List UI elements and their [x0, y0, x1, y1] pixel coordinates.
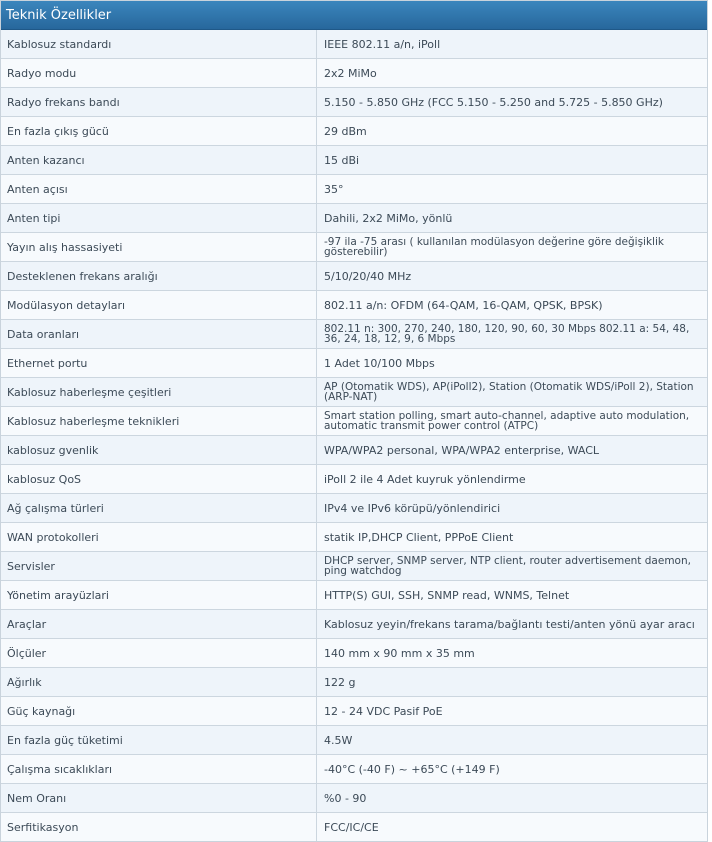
spec-label: Çalışma sıcaklıkları [1, 755, 317, 783]
spec-value: %0 - 90 [324, 791, 367, 805]
table-row [1, 233, 707, 262]
spec-label: Kablosuz haberleşme çeşitleri [1, 378, 317, 406]
table-row [1, 291, 707, 320]
spec-value: DHCP server, SNMP server, NTP client, router advertisement daemon, ping watchdog [324, 554, 691, 577]
table-row [1, 349, 707, 378]
table-row [1, 784, 707, 813]
spec-value: Smart station polling, smart auto-channel, adaptive auto modulation, automatic transmit power control (ATPC) [324, 409, 690, 432]
table-row [1, 813, 707, 841]
spec-value: 140 mm x 90 mm x 35 mm [324, 646, 475, 660]
spec-value: WPA/WPA2 personal, WPA/WPA2 enterprise, WACL [324, 443, 600, 457]
spec-value: 35° [324, 182, 344, 196]
table-row [1, 610, 707, 639]
spec-label: Serfitikasyon [1, 813, 317, 841]
table-row [1, 407, 707, 436]
table-row [1, 117, 707, 146]
spec-label: Nem Oranı [1, 784, 317, 812]
spec-label: Servisler [1, 552, 317, 580]
spec-value: 12 - 24 VDC Pasif PoE [324, 704, 443, 718]
table-row [1, 88, 707, 117]
table-row [1, 175, 707, 204]
table-row [1, 581, 707, 610]
spec-value: 5.150 - 5.850 GHz (FCC 5.150 - 5.250 and 5.725 - 5.850 GHz) [324, 95, 663, 109]
spec-label: Ağırlık [1, 668, 317, 696]
spec-value: AP (Otomatik WDS), AP(iPoll2), Station (Otomatik WDS/iPoll 2), Station (ARP-NAT) [324, 380, 694, 403]
spec-label: En fazla güç tüketimi [1, 726, 317, 754]
spec-label: Kablosuz haberleşme teknikleri [1, 407, 317, 435]
table-row [1, 465, 707, 494]
table-title: Teknik Özellikler [1, 1, 707, 30]
table-row [1, 755, 707, 784]
table-row [1, 59, 707, 88]
spec-label: Kablosuz standardı [1, 30, 317, 58]
table-row [1, 494, 707, 523]
spec-value: -97 ila -75 arası ( kullanılan modülasyon değerine göre değişiklik gösterebilir) [324, 235, 664, 258]
spec-value: Kablosuz yeyin/frekans tarama/bağlantı testi/anten yönü ayar aracı [324, 617, 695, 631]
spec-label: Data oranları [1, 320, 317, 348]
table-row [1, 30, 707, 59]
spec-value: IPv4 ve IPv6 körüpü/yönlendirici [324, 501, 501, 515]
spec-value: 15 dBi [324, 153, 360, 167]
table-row [1, 378, 707, 407]
spec-label: Radyo frekans bandı [1, 88, 317, 116]
spec-label: WAN protokolleri [1, 523, 317, 551]
spec-value: 1 Adet 10/100 Mbps [324, 356, 435, 370]
spec-value: Dahili, 2x2 MiMo, yönlü [324, 211, 453, 225]
spec-label: Güç kaynağı [1, 697, 317, 725]
table-row [1, 204, 707, 233]
spec-value: statik IP,DHCP Client, PPPoE Client [324, 530, 514, 544]
spec-label: Ölçüler [1, 639, 317, 667]
spec-value: IEEE 802.11 a/n, iPoll [324, 37, 441, 51]
table-row [1, 320, 707, 349]
spec-label: kablosuz QoS [1, 465, 317, 493]
spec-value: iPoll 2 ile 4 Adet kuyruk yönlendirme [324, 472, 526, 486]
table-row [1, 552, 707, 581]
spec-label: Araçlar [1, 610, 317, 638]
spec-label: Anten açısı [1, 175, 317, 203]
spec-label: Ağ çalışma türleri [1, 494, 317, 522]
spec-value: HTTP(S) GUI, SSH, SNMP read, WNMS, Telnet [324, 588, 570, 602]
spec-value: FCC/IC/CE [324, 820, 379, 834]
spec-label: Radyo modu [1, 59, 317, 87]
spec-value: 2x2 MiMo [324, 66, 377, 80]
spec-label: Ethernet portu [1, 349, 317, 377]
spec-value: 122 g [324, 675, 356, 689]
spec-label: Anten kazancı [1, 146, 317, 174]
table-row [1, 262, 707, 291]
spec-rows [1, 30, 707, 841]
spec-label: Yayın alış hassasiyeti [1, 233, 317, 261]
table-row [1, 436, 707, 465]
spec-label: Yönetim arayüzlari [1, 581, 317, 609]
spec-value: 802.11 n: 300, 270, 240, 180, 120, 90, 60, 30 Mbps 802.11 a: 54, 48, 36, 24, 18, 12, 9, 6 Mbps [324, 322, 690, 345]
spec-value: 5/10/20/40 MHz [324, 269, 412, 283]
table-row [1, 726, 707, 755]
spec-value: 29 dBm [324, 124, 367, 138]
spec-label: En fazla çıkış gücü [1, 117, 317, 145]
table-row [1, 523, 707, 552]
spec-value: 4.5W [324, 733, 353, 747]
table-row [1, 668, 707, 697]
spec-value: -40°C (-40 F) ~ +65°C (+149 F) [324, 762, 500, 776]
spec-label: Desteklenen frekans aralığı [1, 262, 317, 290]
spec-label: kablosuz gvenlik [1, 436, 317, 464]
table-row [1, 639, 707, 668]
table-row [1, 697, 707, 726]
spec-label: Anten tipi [1, 204, 317, 232]
spec-label: Modülasyon detayları [1, 291, 317, 319]
spec-value: 802.11 a/n: OFDM (64-QAM, 16-QAM, QPSK, BPSK) [324, 298, 603, 312]
table-row [1, 146, 707, 175]
